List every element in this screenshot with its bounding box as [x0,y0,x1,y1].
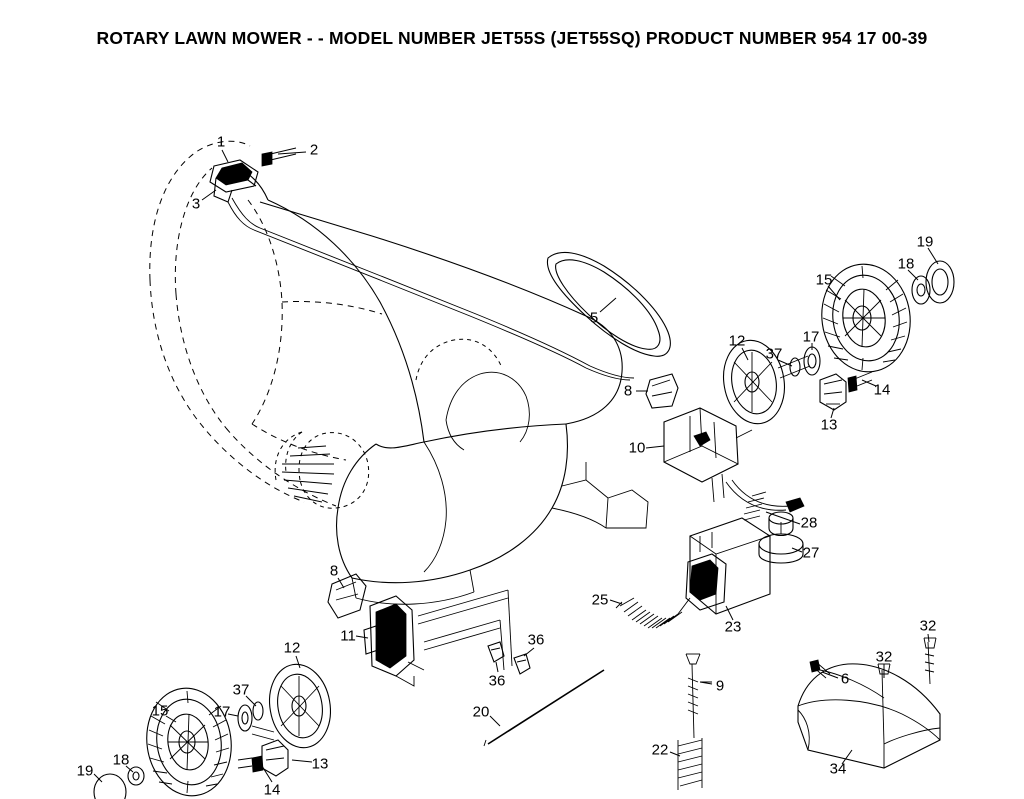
callout-8-lower: 8 [329,562,339,580]
callout-17-left: 17 [213,703,231,721]
callout-9: 9 [715,677,725,695]
callout-12-left: 12 [283,639,301,657]
callout-19-right: 19 [916,233,934,251]
control-box-assembly [616,492,803,628]
callout-20: 20 [472,703,490,721]
callout-27: 27 [802,544,820,562]
leader-lines [94,150,938,782]
callout-6: 6 [840,670,850,688]
callout-15-right: 15 [815,271,833,289]
page-title: ROTARY LAWN MOWER - - MODEL NUMBER JET55S (JET55SQ) PRODUCT NUMBER 954 17 00-39 [96,28,928,48]
left-wheel-assembly [94,659,337,799]
callout-36-b: 36 [488,672,506,690]
callout-28: 28 [800,514,818,532]
callout-10: 10 [628,439,646,457]
callout-18-right: 18 [897,255,915,273]
callout-37-left: 37 [232,681,250,699]
callout-13-right: 13 [820,416,838,434]
callout-32-b: 32 [919,617,937,635]
callout-1: 1 [216,133,226,151]
callout-14-left: 14 [263,781,281,799]
callout-3: 3 [191,195,201,213]
callout-11: 11 [340,627,356,645]
callout-22: 22 [651,741,669,759]
callout-17-right: 17 [802,328,820,346]
callout-13-left: 13 [311,755,329,773]
callout-8-upper: 8 [623,382,633,400]
callout-12-right: 12 [728,332,746,350]
exploded-diagram [0,50,1024,799]
callout-2: 2 [309,141,319,159]
discharge-chute-part-34 [798,638,940,768]
callout-18-left: 18 [112,751,130,769]
callout-37-right: 37 [765,345,783,363]
callout-32-a: 32 [875,648,893,666]
callout-25: 25 [591,591,609,609]
control-cable [726,480,804,512]
right-wheel-assembly [717,255,954,428]
mower-body-phantom [150,141,648,604]
callout-36-a: 36 [527,631,545,649]
handle-control-assembly [210,148,634,380]
callout-15-left: 15 [151,702,169,720]
callout-23: 23 [724,618,742,636]
callout-5: 5 [589,309,599,327]
diagram-svg [0,50,1024,799]
part-8-upper [646,374,678,408]
callout-19-left: 19 [76,762,94,780]
callout-14-right: 14 [873,381,891,399]
callout-34: 34 [829,760,847,778]
